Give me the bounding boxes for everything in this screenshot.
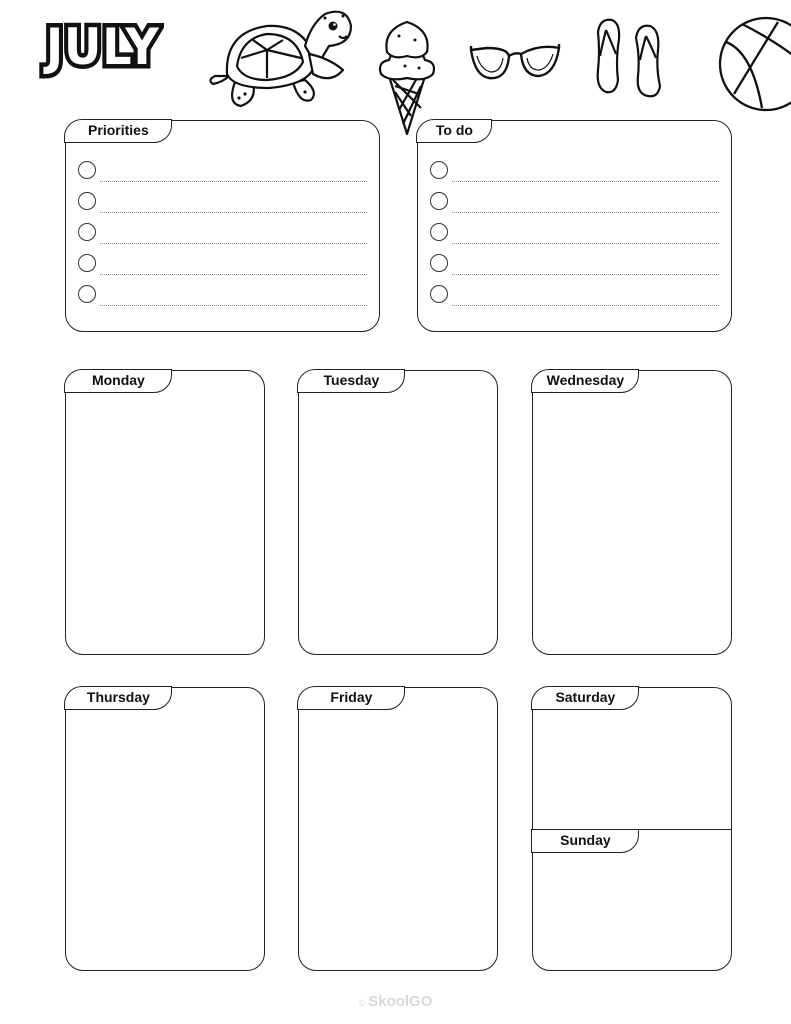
copyright-symbol: ©: [358, 998, 366, 1008]
writing-line: [100, 305, 367, 306]
list-item[interactable]: [430, 192, 719, 214]
list-item[interactable]: [430, 223, 719, 245]
writing-line: [452, 212, 719, 213]
list-item[interactable]: [430, 285, 719, 307]
checkbox-circle[interactable]: [78, 285, 96, 303]
tuesday-card[interactable]: [298, 370, 498, 655]
list-item[interactable]: [78, 223, 367, 245]
brand-watermark: [0, 993, 791, 1010]
weekend-card[interactable]: [532, 687, 732, 971]
todo-tab: To do: [416, 119, 492, 143]
thursday-card[interactable]: [65, 687, 265, 971]
checkbox-circle[interactable]: [78, 254, 96, 272]
todo-card: [417, 120, 732, 332]
checkbox-circle[interactable]: [430, 223, 448, 241]
list-item[interactable]: [430, 254, 719, 276]
priorities-tab: Priorities: [64, 119, 172, 143]
writing-line: [100, 212, 367, 213]
writing-line: [100, 243, 367, 244]
checkbox-circle[interactable]: [430, 161, 448, 179]
sea-turtle-icon: [205, 4, 355, 108]
checkbox-circle[interactable]: [430, 285, 448, 303]
beach-ball-icon: [712, 14, 791, 114]
page-title: JULY: [46, 18, 160, 76]
writing-line: [100, 181, 367, 182]
checkbox-circle[interactable]: [78, 161, 96, 179]
tuesday-tab: Tuesday: [297, 369, 405, 393]
brand-name: SkoolGO: [368, 993, 433, 1010]
writing-line: [100, 274, 367, 275]
list-item[interactable]: [78, 161, 367, 183]
checkbox-circle[interactable]: [78, 223, 96, 241]
checkbox-circle[interactable]: [78, 192, 96, 210]
list-item[interactable]: [78, 285, 367, 307]
list-item[interactable]: [430, 161, 719, 183]
monday-tab: Monday: [64, 369, 172, 393]
flip-flops-icon: [590, 16, 674, 100]
list-item[interactable]: [78, 254, 367, 276]
sunday-tab: Sunday: [531, 829, 639, 853]
writing-line: [452, 181, 719, 182]
monday-card[interactable]: [65, 370, 265, 655]
writing-line: [452, 274, 719, 275]
saturday-tab: Saturday: [531, 686, 639, 710]
wednesday-tab: Wednesday: [531, 369, 639, 393]
thursday-tab: Thursday: [64, 686, 172, 710]
checkbox-circle[interactable]: [430, 192, 448, 210]
friday-tab: Friday: [297, 686, 405, 710]
friday-card[interactable]: [298, 687, 498, 971]
writing-line: [452, 243, 719, 244]
sunglasses-icon: [467, 40, 563, 86]
wednesday-card[interactable]: [532, 370, 732, 655]
priorities-card: [65, 120, 380, 332]
writing-line: [452, 305, 719, 306]
checkbox-circle[interactable]: [430, 254, 448, 272]
list-item[interactable]: [78, 192, 367, 214]
